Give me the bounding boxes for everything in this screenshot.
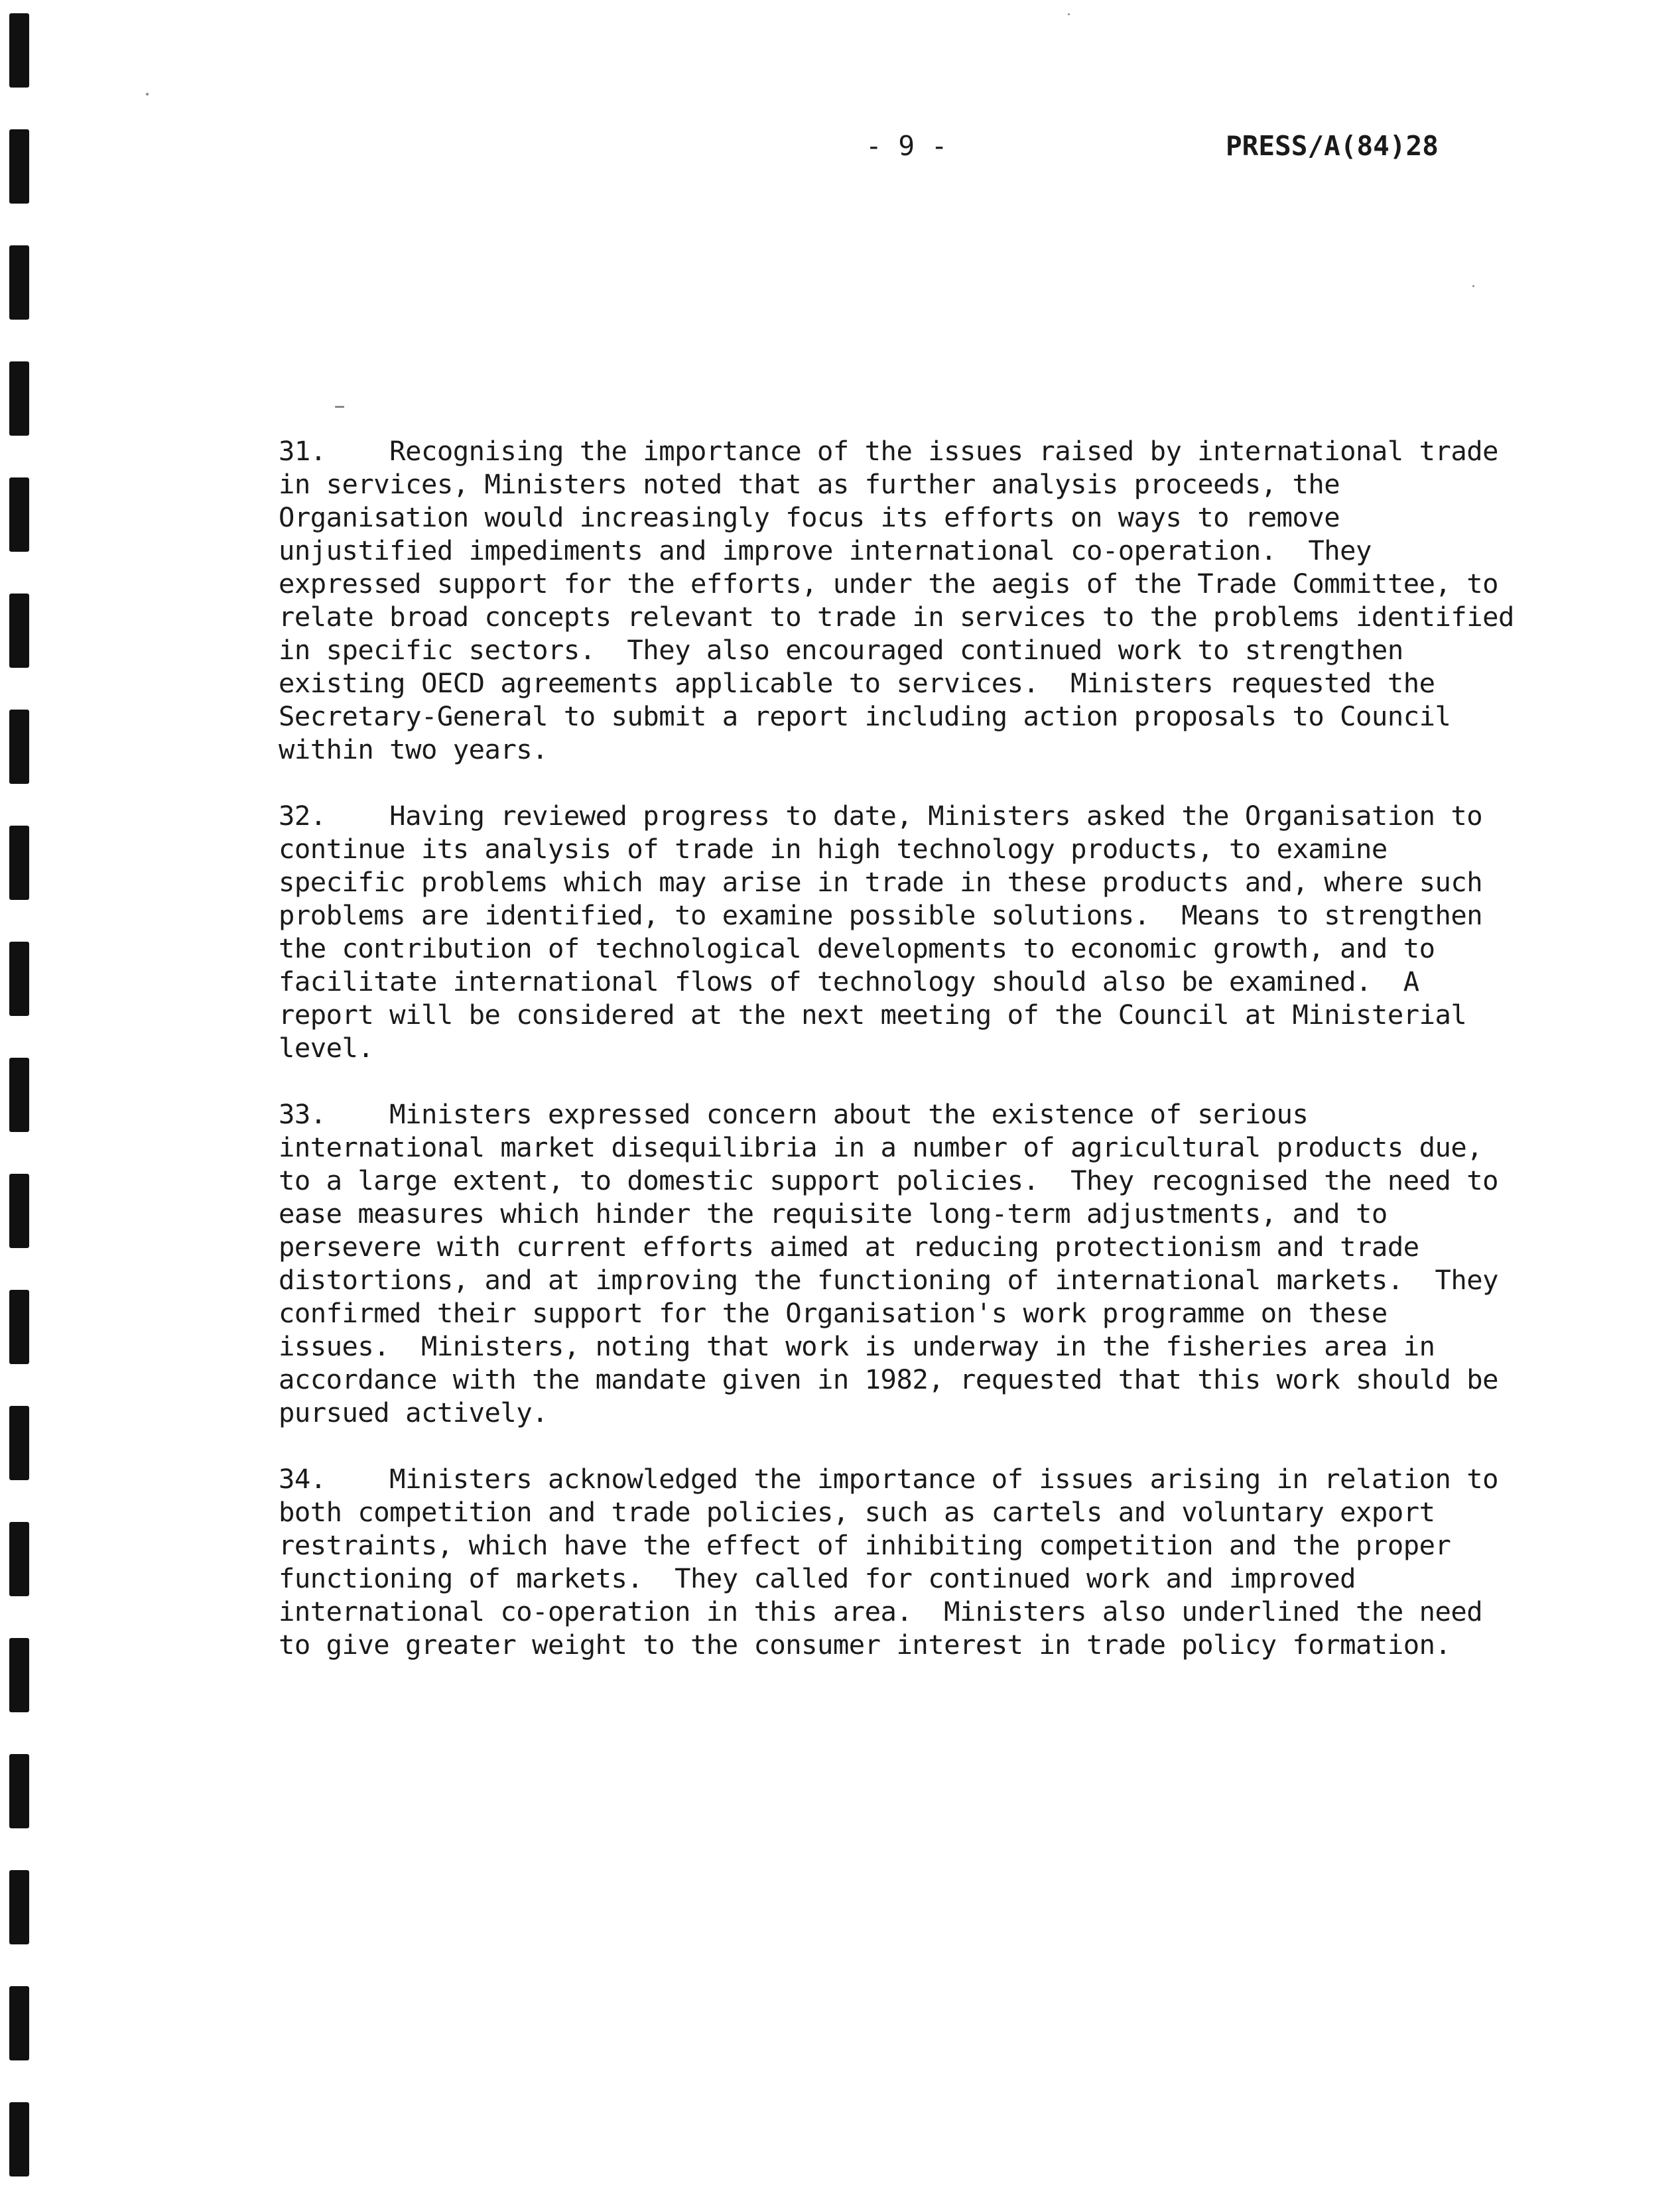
text-line: ease measures which hinder the requisite long-term adjustments, and to	[279, 1198, 1388, 1229]
binder-mark	[9, 1638, 29, 1712]
text-line: pursued actively.	[279, 1397, 549, 1428]
binder-mark	[9, 1290, 29, 1364]
binder-mark	[9, 1986, 29, 2060]
text-line: distortions, and at improving the functioning of international markets. They	[279, 1264, 1498, 1296]
page-number: - 9 -	[866, 130, 948, 162]
text-line: international market disequilibria in a number of agricultural products due,	[279, 1131, 1483, 1163]
binder-mark	[9, 1174, 29, 1248]
binder-mark	[9, 710, 29, 784]
scan-speck	[1068, 13, 1070, 15]
text-line: restraints, which have the effect of inhibiting competition and the proper	[279, 1529, 1451, 1561]
text-line: facilitate international flows of technology should also be examined. A	[279, 966, 1419, 997]
text-line: persevere with current efforts aimed at reducing protectionism and trade	[279, 1231, 1419, 1263]
paragraph-32	[279, 799, 1559, 1064]
binder-mark	[9, 942, 29, 1016]
binder-mark	[9, 245, 29, 320]
text-line: issues. Ministers, noting that work is underway in the fisheries area in	[279, 1330, 1435, 1362]
document-reference: PRESS/A(84)28	[1226, 130, 1439, 162]
paragraph-33	[279, 1098, 1559, 1429]
text-line: the contribution of technological developments to economic growth, and to	[279, 932, 1435, 964]
text-line: problems are identified, to examine possible solutions. Means to strengthen	[279, 899, 1483, 931]
text-line: accordance with the mandate given in 1982, requested that this work should be	[279, 1363, 1498, 1395]
scan-speck	[1472, 285, 1474, 287]
paragraph-34	[279, 1462, 1559, 1661]
text-line: 32. Having reviewed progress to date, Ministers asked the Organisation to	[279, 800, 1483, 832]
binder-mark	[9, 1522, 29, 1596]
text-line: within two years.	[279, 733, 549, 765]
text-line: 31. Recognising the importance of the issues raised by international trade	[279, 435, 1498, 467]
text-line: continue its analysis of trade in high technology products, to examine	[279, 833, 1388, 865]
text-line: existing OECD agreements applicable to services. Ministers requested the	[279, 667, 1435, 699]
binder-mark	[9, 594, 29, 668]
text-line: in specific sectors. They also encouraged continued work to strengthen	[279, 634, 1403, 666]
scan-speck	[146, 93, 149, 95]
binder-margin	[0, 0, 40, 2205]
text-line: 33. Ministers expressed concern about the existence of serious	[279, 1098, 1309, 1130]
page-header	[0, 130, 1680, 170]
scan-speck	[335, 406, 344, 408]
binder-mark	[9, 13, 29, 88]
binder-mark	[9, 1870, 29, 1944]
binder-mark	[9, 1406, 29, 1480]
text-line: to give greater weight to the consumer interest in trade policy formation.	[279, 1629, 1451, 1661]
text-line: level.	[279, 1032, 374, 1064]
text-line: specific problems which may arise in trade in these products and, where such	[279, 866, 1483, 898]
text-line: 34. Ministers acknowledged the importance of issues arising in relation to	[279, 1463, 1498, 1495]
text-line: both competition and trade policies, such as cartels and voluntary export	[279, 1496, 1435, 1528]
binder-mark	[9, 826, 29, 900]
text-line: Secretary-General to submit a report including action proposals to Council	[279, 700, 1451, 732]
text-line: to a large extent, to domestic support policies. They recognised the need to	[279, 1165, 1498, 1196]
text-line: report will be considered at the next meeting of the Council at Ministerial	[279, 999, 1467, 1031]
text-line: functioning of markets. They called for continued work and improved	[279, 1562, 1356, 1594]
binder-mark	[9, 1754, 29, 1828]
text-line: confirmed their support for the Organisation's work programme on these	[279, 1297, 1388, 1329]
document-body	[279, 434, 1559, 1694]
paragraph-31	[279, 434, 1559, 766]
text-line: Organisation would increasingly focus its efforts on ways to remove	[279, 501, 1340, 533]
text-line: relate broad concepts relevant to trade in services to the problems identified	[279, 601, 1514, 633]
text-line: in services, Ministers noted that as further analysis proceeds, the	[279, 468, 1340, 500]
text-line: international co-operation in this area. Ministers also underlined the need	[279, 1596, 1483, 1627]
text-line: unjustified impediments and improve international co-operation. They	[279, 535, 1372, 566]
text-line: expressed support for the efforts, under the aegis of the Trade Committee, to	[279, 568, 1498, 599]
binder-mark	[9, 2102, 29, 2176]
binder-mark	[9, 1058, 29, 1132]
binder-mark	[9, 361, 29, 436]
binder-mark	[9, 477, 29, 552]
